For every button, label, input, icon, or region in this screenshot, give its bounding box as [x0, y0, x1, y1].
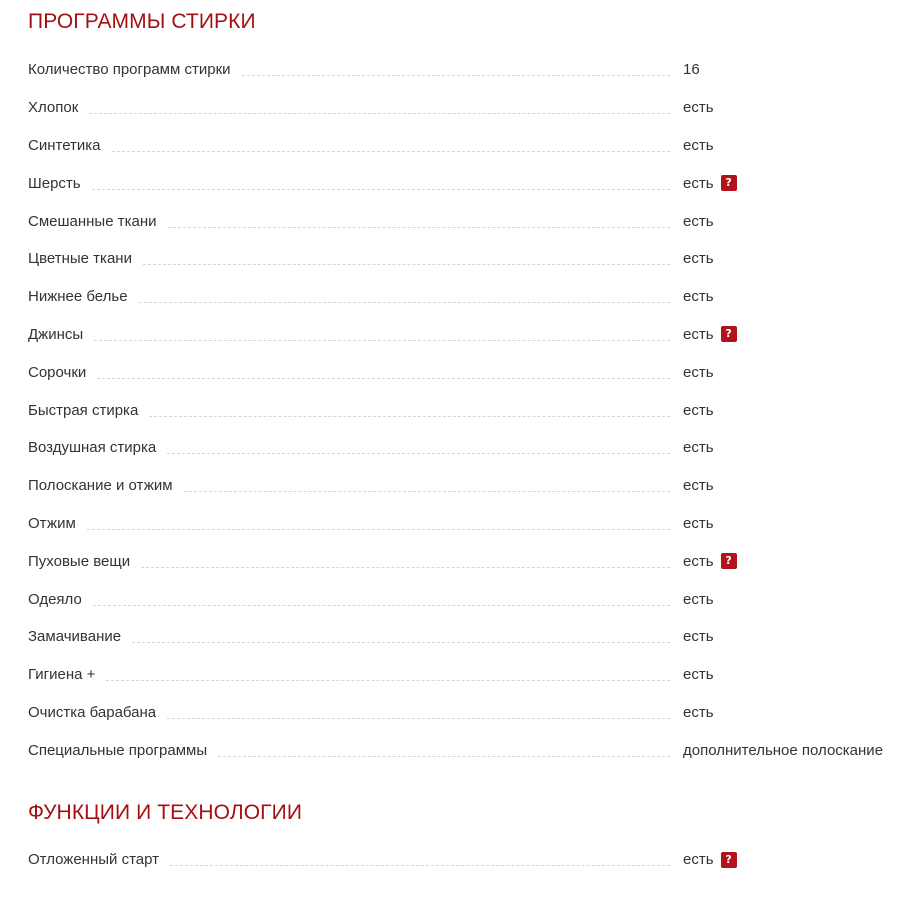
spec-value [683, 477, 714, 494]
spec-value [683, 402, 714, 419]
spec-value-text: есть [683, 288, 714, 306]
spec-value [683, 99, 714, 116]
functions-technologies-list [28, 841, 890, 879]
spec-value-text: есть [683, 174, 714, 192]
spec-row [28, 429, 890, 467]
spec-name [28, 213, 670, 230]
question-icon[interactable]: ? [721, 326, 737, 342]
dotted-leader [94, 340, 670, 341]
dotted-leader [167, 453, 670, 454]
section-title-washing-programs: ПРОГРАММЫ СТИРКИ [28, 10, 256, 33]
spec-name-label: Пуховые вещи [28, 552, 131, 570]
spec-name [28, 402, 670, 419]
spec-name-label: Специальные программы [28, 741, 208, 759]
spec-name-label: Количество программ стирки [28, 61, 231, 79]
spec-value-text: есть [683, 590, 714, 608]
question-icon[interactable]: ? [721, 175, 737, 191]
spec-name [28, 326, 670, 343]
spec-value [683, 439, 714, 456]
spec-name-label: Отжим [28, 514, 76, 532]
spec-value [683, 288, 714, 305]
question-icon[interactable]: ? [721, 852, 737, 868]
spec-name-label: Одеяло [28, 590, 82, 608]
spec-value [683, 61, 700, 78]
section-title-functions-technologies: ФУНКЦИИ И ТЕХНОЛОГИИ [28, 801, 303, 824]
spec-row [28, 316, 890, 354]
spec-value-text: есть [683, 250, 714, 268]
spec-name [28, 137, 670, 154]
spec-name [28, 250, 670, 267]
spec-name-label: Синтетика [28, 136, 101, 154]
spec-row [28, 505, 890, 543]
dotted-leader [92, 189, 670, 190]
spec-row [28, 278, 890, 316]
spec-value [683, 666, 714, 683]
spec-row [28, 542, 890, 580]
spec-name-label: Сорочки [28, 363, 87, 381]
spec-name-label: Быстрая стирка [28, 401, 139, 419]
spec-value [683, 250, 714, 267]
spec-name-label: Нижнее белье [28, 288, 128, 306]
dotted-leader [242, 75, 670, 76]
spec-value-text: есть [683, 325, 714, 343]
spec-value-text: есть [683, 99, 714, 117]
spec-name-label: Смешанные ткани [28, 212, 157, 230]
spec-name-label: Полоскание и отжим [28, 477, 173, 495]
spec-value [683, 628, 714, 645]
spec-value-text: есть [683, 851, 714, 869]
spec-name-label: Замачивание [28, 628, 122, 646]
spec-name [28, 99, 670, 116]
spec-row [28, 353, 890, 391]
dotted-leader [167, 718, 670, 719]
spec-value-text: есть [683, 439, 714, 457]
spec-row [28, 656, 890, 694]
spec-value [683, 851, 737, 868]
dotted-leader [112, 151, 670, 152]
dotted-leader [141, 567, 670, 568]
dotted-leader [218, 756, 670, 757]
spec-row [28, 731, 890, 769]
dotted-leader [97, 378, 670, 379]
spec-value-text: есть [683, 628, 714, 646]
spec-value-text: есть [683, 703, 714, 721]
spec-name [28, 851, 670, 868]
spec-value [683, 704, 714, 721]
spec-value [683, 515, 714, 532]
spec-name-label: Очистка барабана [28, 703, 157, 721]
spec-name [28, 553, 670, 570]
spec-name-label: Воздушная стирка [28, 439, 157, 457]
dotted-leader [106, 680, 670, 681]
dotted-leader [87, 529, 670, 530]
spec-name [28, 61, 670, 78]
spec-value-text: есть [683, 401, 714, 419]
dotted-leader [132, 642, 670, 643]
spec-name-label: Гигиена + [28, 666, 96, 684]
spec-value-text: есть [683, 363, 714, 381]
spec-value-text: есть [683, 212, 714, 230]
dotted-leader [149, 416, 670, 417]
spec-row [28, 618, 890, 656]
spec-value-text: есть [683, 552, 714, 570]
spec-row [28, 240, 890, 278]
dotted-leader [170, 865, 670, 866]
spec-name [28, 439, 670, 456]
spec-value [683, 742, 883, 759]
spec-row [28, 841, 890, 879]
spec-name [28, 628, 670, 645]
spec-row [28, 391, 890, 429]
spec-name [28, 591, 670, 608]
spec-name-label: Хлопок [28, 99, 79, 117]
spec-value-text: дополнительное полоскание [683, 741, 884, 759]
spec-name [28, 288, 670, 305]
washing-programs-list [28, 51, 890, 769]
spec-value [683, 137, 714, 154]
dotted-leader [89, 113, 670, 114]
spec-value [683, 553, 737, 570]
spec-name-label: Отложенный старт [28, 851, 160, 869]
spec-row [28, 89, 890, 127]
spec-value [683, 213, 714, 230]
spec-name [28, 477, 670, 494]
spec-name [28, 364, 670, 381]
dotted-leader [139, 302, 670, 303]
spec-row [28, 467, 890, 505]
dotted-leader [93, 605, 670, 606]
spec-value [683, 326, 737, 343]
dotted-leader [143, 264, 670, 265]
spec-value-text: 16 [683, 61, 700, 79]
spec-row [28, 164, 890, 202]
spec-row [28, 580, 890, 618]
spec-name [28, 666, 670, 683]
spec-name [28, 515, 670, 532]
spec-value-text: есть [683, 514, 714, 532]
spec-name-label: Джинсы [28, 325, 84, 343]
spec-value-text: есть [683, 477, 714, 495]
spec-name-label: Цветные ткани [28, 250, 132, 268]
spec-row [28, 694, 890, 732]
spec-value [683, 591, 714, 608]
dotted-leader [168, 227, 671, 228]
spec-value-text: есть [683, 666, 714, 684]
spec-value [683, 364, 714, 381]
spec-name [28, 175, 670, 192]
spec-name [28, 704, 670, 721]
spec-value [683, 175, 737, 192]
spec-name [28, 742, 670, 759]
question-icon[interactable]: ? [721, 553, 737, 569]
spec-row [28, 202, 890, 240]
spec-row [28, 127, 890, 165]
spec-name-label: Шерсть [28, 174, 81, 192]
dotted-leader [184, 491, 670, 492]
spec-value-text: есть [683, 136, 714, 154]
spec-row [28, 51, 890, 89]
